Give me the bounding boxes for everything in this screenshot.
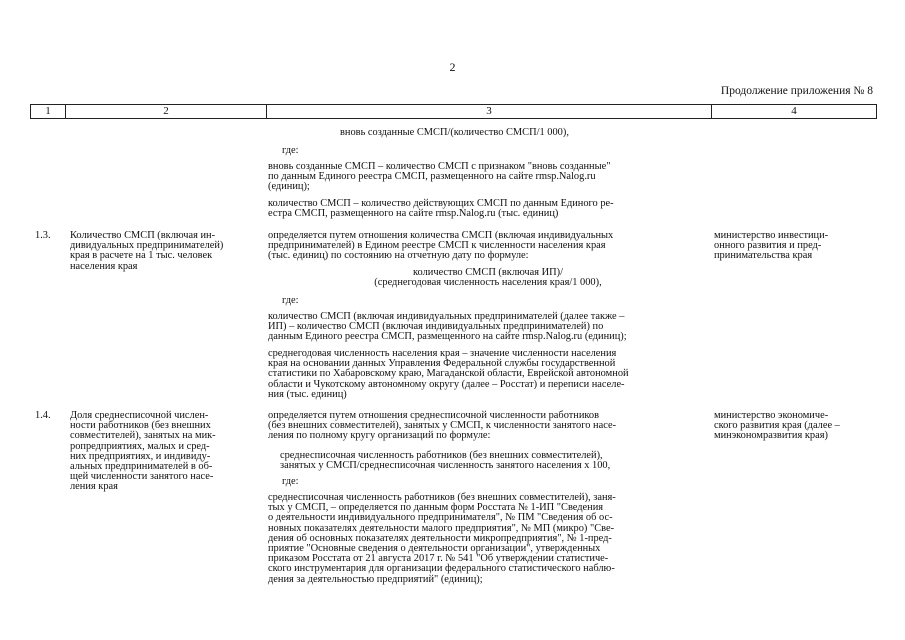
header-col-1: 1 [31, 105, 66, 118]
definition-1-3-a: количество СМСП (включая индивидуальных предпринимателей (далее также – ИП) – количество СМСП (включая индивидуальных предпринимателей) по данным Единого реестра СМСП, размещенного на сайте rmsp.Nalog.ru (единиц); [268, 311, 627, 343]
header-col-2: 2 [66, 105, 267, 118]
responsible-1-3: министерство инвестици- онного развития и пред- принимательства края [714, 230, 829, 262]
where-label: где: [282, 145, 299, 156]
header-col-3: 3 [267, 105, 712, 118]
indicator-name-1-3: Количество СМСП (включая ин- дивидуальных предпринимателей) края в расчете на 1 тыс. человек населения края [70, 230, 224, 272]
continuation-label: Продолжение приложения № 8 [720, 85, 873, 97]
indicator-name-1-4: Доля среднесписочной числен- ности работников (без внешних совместителей), занятых на мик- ропредприятиях, малых и сред- них предприятиях, и индивиду- альных предпринимателей в об- щей численности занятого насе- ления края [70, 410, 216, 493]
definition-smsp-count: количество СМСП – количество действующих СМСП по данным Единого ре- естра СМСП, размещенного на сайте rmsp.Nalog.ru (тыс. единиц) [268, 198, 614, 220]
header-col-4: 4 [791, 105, 797, 117]
definition-1-3-b: среднегодовая численность населения края – значение численности населения края на основании данных Управления Федеральной службы государственной статистики по Хабаровскому краю, Магаданской области, Еврейской автономной области и Чукотскому автономному округу (далее – Росстат) и переписи населе- ния (тыс. единиц) [268, 348, 629, 400]
where-label: где: [282, 295, 299, 306]
page-number: 2 [449, 60, 456, 74]
definition-new-smsp: вновь созданные СМСП – количество СМСП с признаком "вновь созданные" по данным Единого реестра СМСП, размещенного на сайте rmsp.Nalog.ru (единиц); [268, 161, 611, 193]
formula-1-3: количество СМСП (включая ИП)/ (среднегодовая численность населения края/1 000), [374, 267, 602, 289]
method-1-4: определяется путем отношения среднесписочной численности работников (без внешних совместителей), занятых у СМСП, к численности занятого насе- ления по полному кругу организаций по формуле: [268, 410, 617, 442]
responsible-1-4: министерство экономиче- ского развития края (далее – минэкономразвития края) [714, 410, 840, 442]
formula-1-4: среднесписочная численность работников (без внешних совместителей), занятых у СМСП/среднесписочная численность занятого населения х 100, [280, 450, 611, 472]
definition-1-4-a: среднесписочная численность работников (без внешних совместителей), заня- тых у СМСП, – определяется по данным форм Росстата № 1-ИП "Сведения о деятельности индивидуального предпринимателя", № ПМ "Сведения об ос- новных показателях деятельности малого предприятия", № МП (микро) "Све- дения об основных показателях деятельности микропредприятия", № 1-пред- приятие "Основные сведения о деятельности организации", утвержденных приказом Росстата от 21 августа 2017 г. № 541 "Об утверждении статистиче- ского инструментария для организации федерального статистического наблю- дения за деятельностью предприятий" (единиц); [268, 492, 616, 585]
where-label: где: [282, 476, 299, 487]
row-number-1-3: 1.3. [35, 230, 51, 241]
formula-new-smsp: вновь созданные СМСП/(количество СМСП/1 000), [340, 127, 569, 138]
table-header [30, 104, 877, 119]
method-1-3: определяется путем отношения количества СМСП (включая индивидуальных предпринимателей) в Едином реестре СМСП к численности населения края (тыс. единиц) по состоянию на отчетную дату по формуле: [268, 230, 614, 262]
row-number-1-4: 1.4. [35, 410, 51, 421]
